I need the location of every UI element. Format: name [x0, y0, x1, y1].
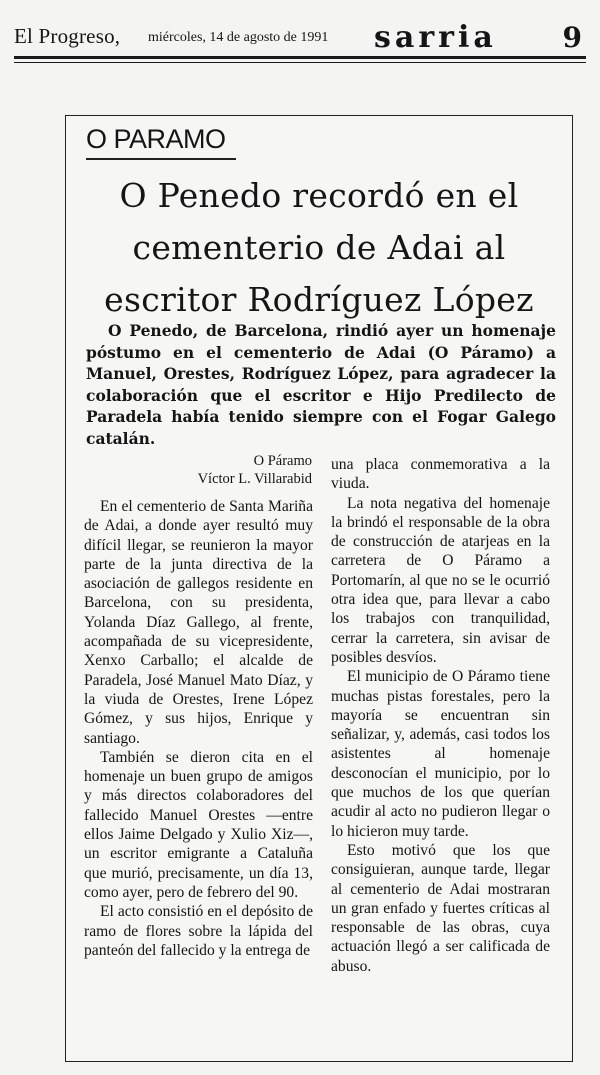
kicker-underline: [86, 158, 236, 160]
section-name: sarria: [374, 20, 497, 55]
masthead-rule-thin: [14, 62, 586, 63]
masthead-rule-thick: [14, 56, 586, 59]
byline-author: Víctor L. Villarabid: [197, 471, 312, 487]
paragraph: El municipio de O Páramo tiene muchas pistas forestales, pero la mayoría se encuentran sin señalizar, y, además, casi todos los asistentes al homenaje desconocían el municipio, por lo que muchos de los que querían acudir al acto no pudieron llegar o lo hicieron muy tarde.: [331, 668, 550, 840]
article-column-2: [331, 455, 550, 976]
paragraph: En el cementerio de Santa Mariña de Adai, a donde ayer resultó muy difícil llegar, se reunieron la mayor parte de la junta directiva de la asociación de gallegos residente en Barcelona, con su presidenta, Yolanda Díaz Gallego, al frente, acompañada de su vicepresidente, Xenxo Carballo; el alcalde de Paradela, José Manuel Mato Díaz, y la viuda de Orestes, Irene López Gómez, y sus hijos, Enrique y santiago.: [84, 498, 313, 747]
paragraph: La nota negativa del homenaje la brindó el responsable de la obra de construcción de atarjeas en la carretera de O Páramo a Portomarín, al que no se le ocurrió otra idea que, para llevar a cabo los trabajos con tranquilidad, cerrar la carretera, sin avisar de posibles desvíos.: [331, 494, 550, 666]
newspaper-name: El Progreso,: [14, 24, 121, 48]
page-number: 9: [562, 21, 582, 54]
paragraph: También se dieron cita en el homenaje un buen grupo de amigos y más directos colaboradores del fallecido Manuel Orestes —entre ellos Jaime Delgado y Xulio Xiz—, un escritor emigrante a Cataluña que murió, precisamente, un día 13, como ayer, pero de febrero del 90.: [84, 748, 313, 901]
article-column-1: [84, 497, 313, 960]
byline-place: O Páramo: [253, 453, 312, 469]
article-byline: [82, 452, 312, 488]
article-headline: O Penedo recordó en el cementerio de Adai al escritor Rodríguez López: [104, 176, 534, 319]
article-lead: O Penedo, de Barcelona, rindió ayer un homenaje póstumo en el cementerio de Adai (O Páramo) a Manuel, Orestes, Rodríguez López, para agradecer la colaboración que el escritor e Hijo Predilecto de Paradela había tenido siempre con el Fogar Galego catalán.: [86, 321, 556, 448]
paragraph: El acto consistió en el depósito de ramo de flores sobre la lápida del panteón del fallecido y la entrega de: [84, 903, 313, 959]
article-kicker: O PARAMO: [86, 124, 226, 154]
paragraph: Esto motivó que los que consiguieran, aunque tarde, llegar al cementerio de Adai mostraran un gran enfado y fuertes críticas al responsable de las obras, cuya actuación llegó a ser calificada de abuso.: [331, 841, 550, 975]
paragraph-continued: una placa conmemorativa a la viuda.: [331, 456, 550, 493]
publication-date: miércoles, 14 de agosto de 1991: [148, 30, 329, 45]
